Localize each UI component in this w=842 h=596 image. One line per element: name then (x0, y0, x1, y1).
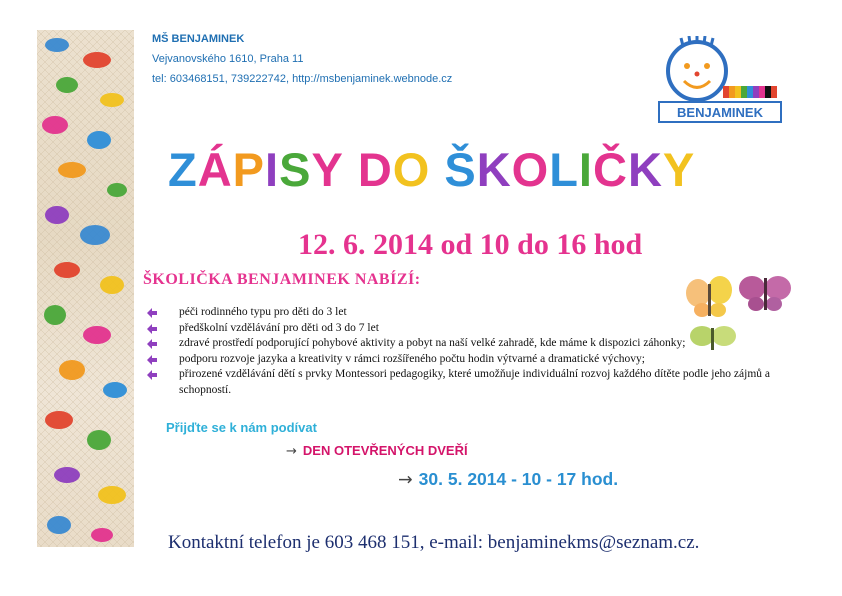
open-day-date-line (398, 469, 618, 490)
butterfly-artwork-photo (37, 30, 134, 547)
arrow-right-icon: → (286, 444, 297, 459)
pink-butterfly-icon (739, 276, 791, 311)
offer-item-text: podporu rozvoje jazyka a kreativity v rámci rozšířeného počtu hodin výtvarné a dramatické výchovy; (179, 352, 645, 365)
title-letter: Á (197, 143, 233, 196)
school-contact-line: tel: 603468151, 739222742, http://msbenjaminek.webnode.cz (152, 73, 453, 85)
bullet-arrow-icon (146, 323, 158, 335)
open-day-date: 30. 5. 2014 - 10 - 17 hod. (418, 469, 619, 489)
butterflies-illustration (680, 268, 800, 358)
main-title (168, 142, 708, 197)
school-address: Vejvanovského 1610, Praha 11 (152, 53, 304, 65)
title-letter: I (265, 143, 280, 196)
benjaminek-logo (657, 36, 785, 124)
title-letter: S (279, 143, 312, 196)
green-butterfly-icon (690, 326, 736, 350)
arrow-right-icon: → (398, 470, 413, 490)
school-name: MŠ BENJAMINEK (152, 33, 245, 45)
contact-footer: Kontaktní telefon je 603 468 151, e-mail: benjaminekms@seznam.cz. (168, 532, 700, 553)
title-letter: Y (662, 143, 696, 196)
title-letter: D (357, 143, 393, 196)
title-letter: P (232, 143, 266, 196)
enrollment-date: 12. 6. 2014 od 10 do 16 hod (298, 228, 643, 261)
title-letter: O (511, 143, 550, 196)
title-letter: Č (592, 143, 628, 196)
visit-invitation: Přijďte se k nám podívat (166, 420, 317, 435)
title-letter: I (578, 143, 593, 196)
title-letter: K (476, 143, 512, 196)
offer-item-text: zdravé prostředí podporující pohybové aktivity a pobyt na naší velké zahradě, kde máme k dispozici záhonky; (179, 337, 686, 349)
bullet-arrow-icon (146, 307, 158, 319)
open-day-line (286, 443, 468, 459)
title-letter: Z (168, 143, 198, 196)
open-day-label: DEN OTEVŘENÝCH DVEŘÍ (302, 443, 468, 458)
bullet-arrow-icon (146, 369, 158, 381)
offer-item (146, 367, 816, 398)
title-letter: L (549, 143, 579, 196)
logo-text: BENJAMINEK (677, 105, 763, 120)
title-letter: K (627, 143, 663, 196)
title-letter: Y (311, 143, 344, 196)
bullet-arrow-icon (146, 354, 158, 366)
offers-heading: ŠKOLIČKA BENJAMINEK NABÍZÍ: (143, 271, 421, 288)
title-letter: O (392, 143, 431, 196)
offer-item-text: přirozené vzdělávání dětí s prvky Montessori pedagogiky, které umožňuje individuální rozvoj každého dítěte podle jeho zájmů a schopností. (179, 368, 771, 396)
school-header (152, 29, 452, 89)
offer-item-text: předškolní vzdělávání pro děti od 3 do 7 let (179, 321, 379, 334)
title-letter: Š (444, 143, 477, 196)
bullet-arrow-icon (146, 338, 158, 350)
orange-butterfly-icon (686, 276, 732, 317)
offer-item-text: péči rodinného typu pro děti do 3 let (179, 306, 347, 318)
